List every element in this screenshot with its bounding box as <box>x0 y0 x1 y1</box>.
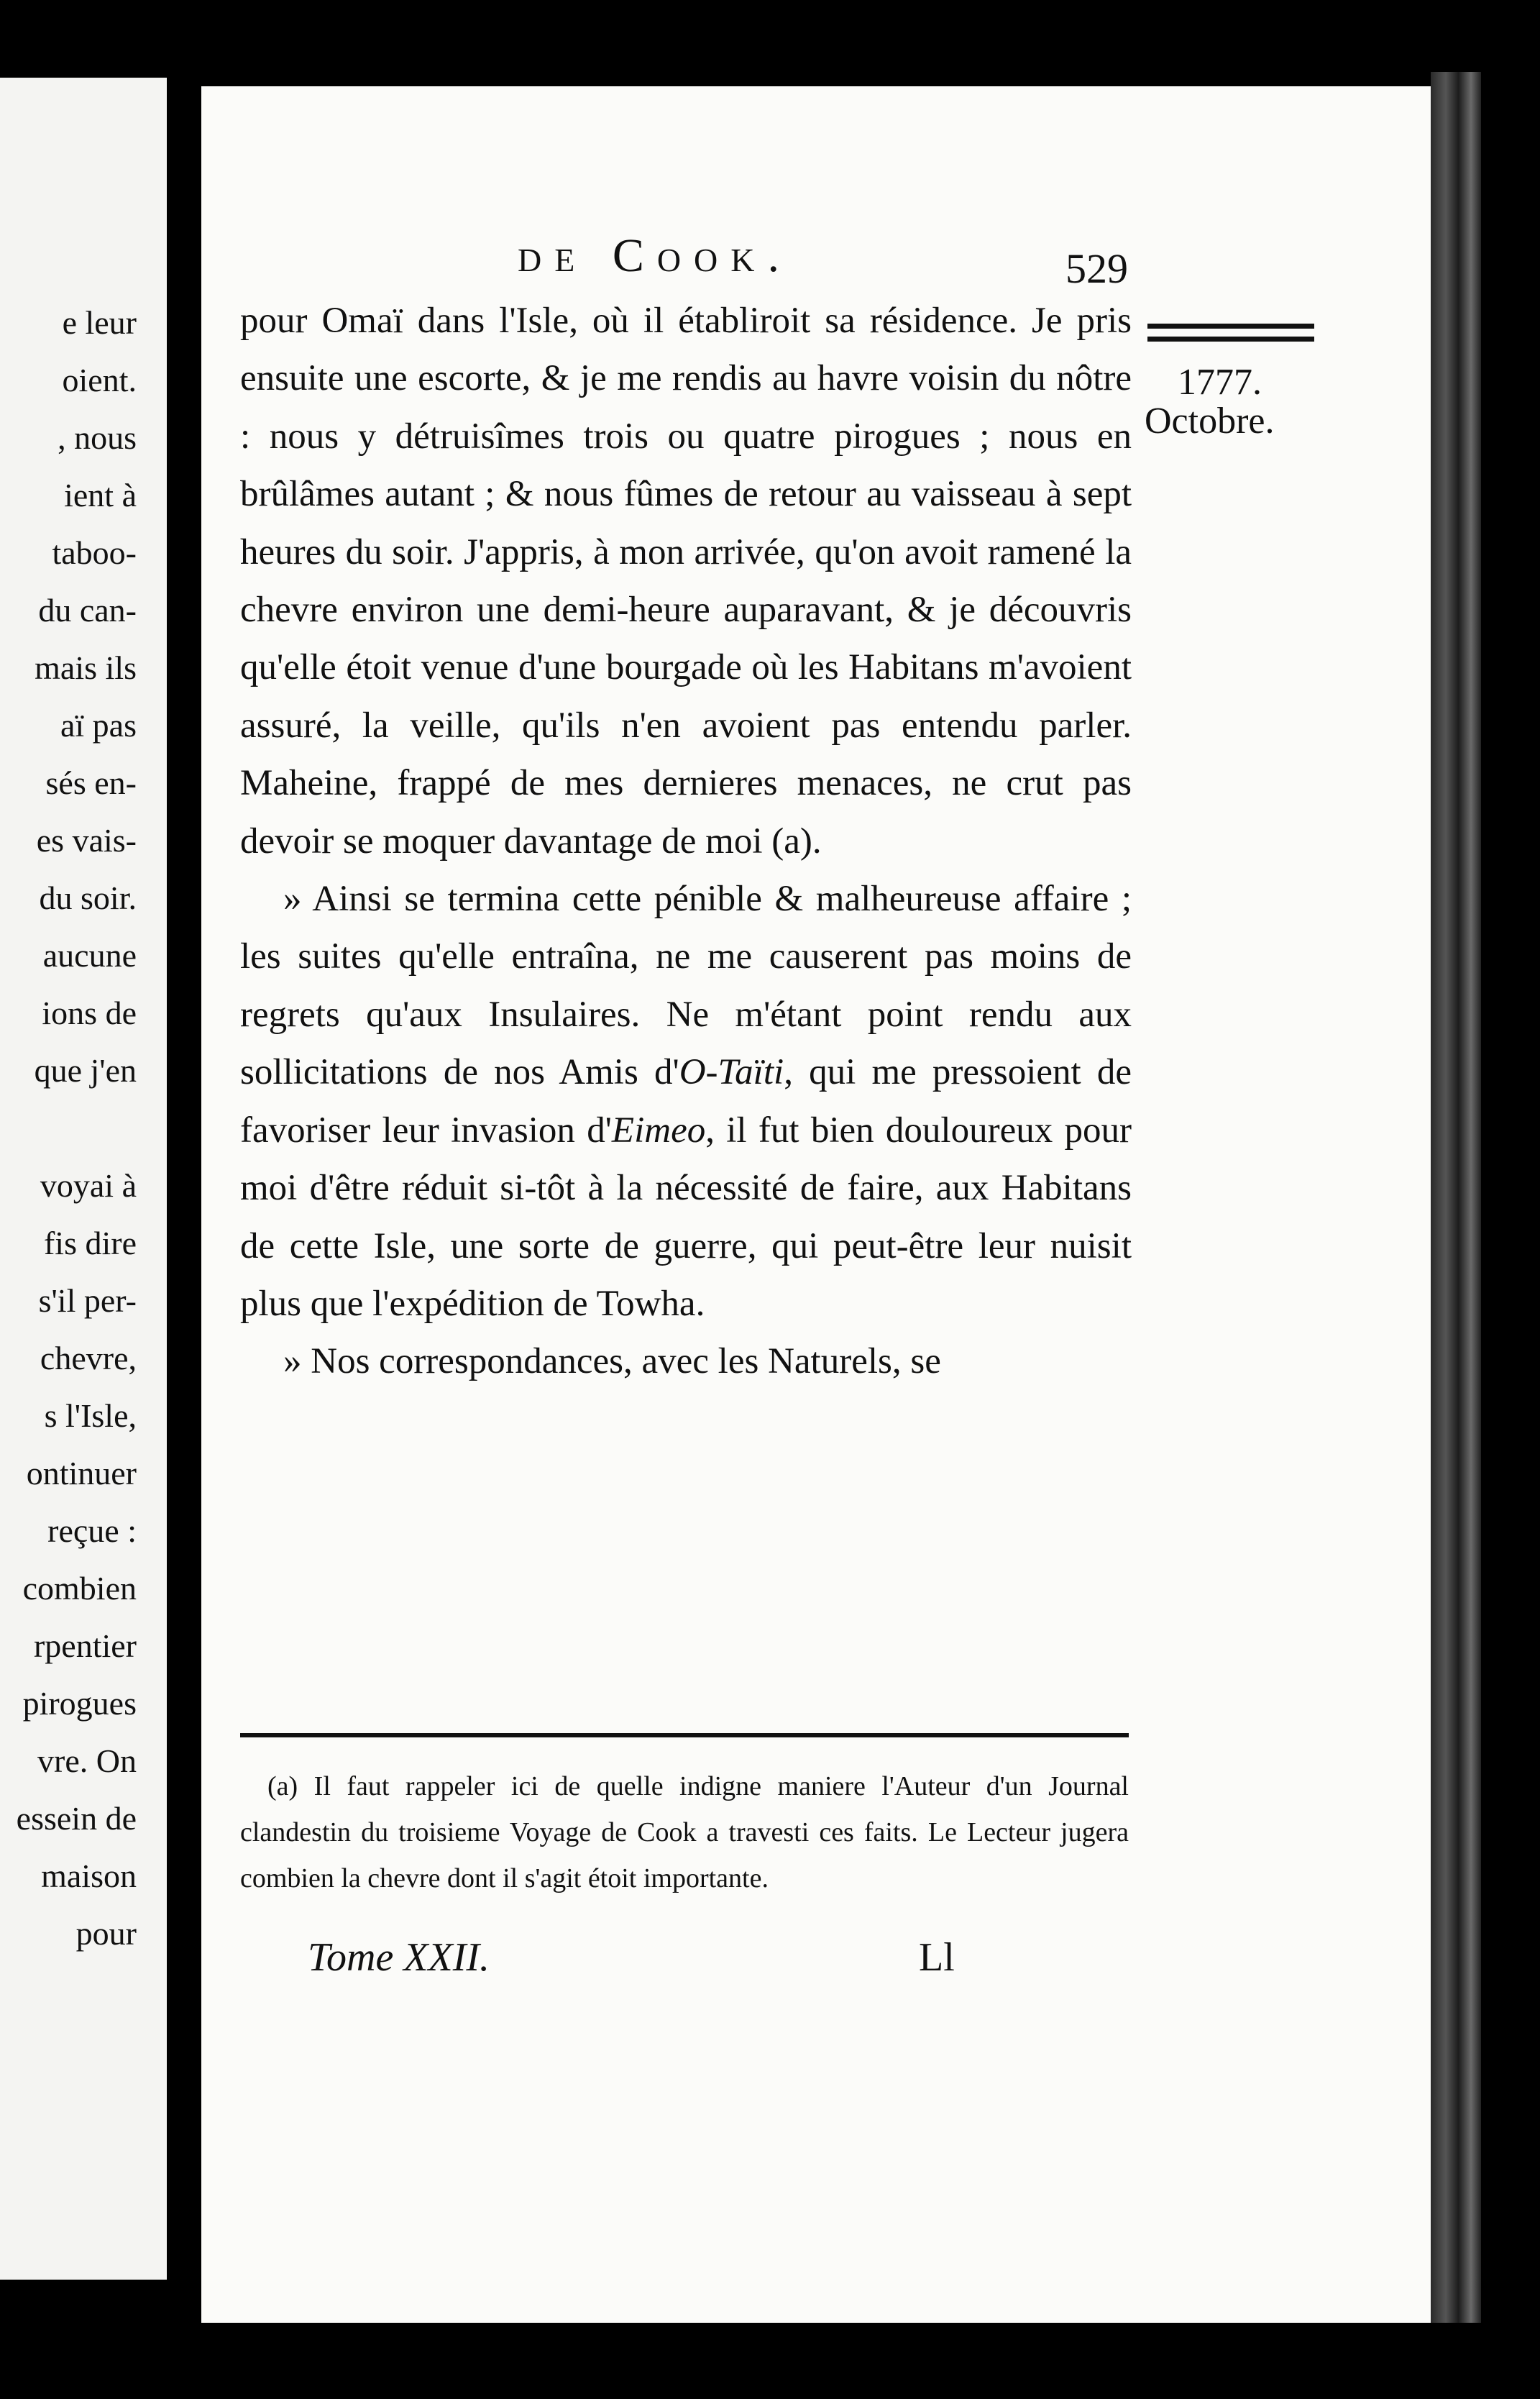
facing-page-line: du can- <box>38 592 137 629</box>
signature-mark: Ll <box>919 1935 955 1980</box>
facing-page-line: fis dire <box>43 1225 137 1261</box>
facing-page-left <box>0 78 167 2280</box>
footnote-text: (a) Il faut rappeler ici de quelle indigne maniere l'Auteur d'un Journal clandestin du troisieme Voyage de Cook a travesti ces faits. Le Lecteur jugera combien la chevre dont il s'agit étoit importante. <box>240 1771 1129 1893</box>
facing-page-line: taboo- <box>52 534 137 571</box>
facing-page-line: vre. On <box>37 1742 137 1779</box>
facing-page-line: chevre, <box>40 1340 137 1376</box>
footnote-rule <box>240 1733 1129 1737</box>
facing-page-line: s'il per- <box>38 1282 137 1319</box>
margin-note-year: 1777. <box>1178 362 1262 403</box>
facing-page-line: maison <box>41 1857 137 1894</box>
paragraph <box>240 292 1132 870</box>
facing-page-line: s l'Isle, <box>44 1397 137 1434</box>
scan-border-bottom <box>0 2323 1540 2399</box>
scan-border-top <box>0 0 1540 72</box>
facing-page-line: du soir. <box>39 879 137 916</box>
facing-page-line: aucune <box>42 937 137 974</box>
facing-page-line: ient à <box>64 477 137 513</box>
facing-page-line: que j'en <box>34 1052 137 1089</box>
signature-volume: Tome XXII. <box>308 1935 490 1980</box>
page-number: 529 <box>1065 245 1128 292</box>
paragraph-text: , il fut bien douloureux pour moi d'être réduit si-tôt à la nécessité de faire, aux Habitans de cette Isle, une sorte de guerre, qui peut-être leur nuisit plus que l'expédition de Towha. <box>240 1110 1132 1324</box>
margin-note-month: Octobre. <box>1145 401 1275 442</box>
page-edge <box>1431 72 1481 2323</box>
facing-page-line: ontinuer <box>26 1455 137 1491</box>
facing-page-line: oient. <box>62 362 137 398</box>
margin-rule <box>1147 337 1314 342</box>
footnote <box>240 1763 1129 1901</box>
paragraph <box>240 870 1132 1333</box>
margin-rule <box>1147 324 1314 329</box>
facing-page-line: , nous <box>58 419 137 456</box>
place-name: O-Taïti <box>679 1052 784 1093</box>
paragraph-text: » Ainsi se termina cette pénible & malheureuse affaire ; les suites qu'elle entraîna, ne me causerent pas moins de regrets qu'aux Insulaires. Ne m'étant point rendu aux sollicitations de nos Amis d' <box>240 879 1132 1093</box>
facing-page-line: mais ils <box>35 649 137 686</box>
facing-page-line: voyai à <box>40 1167 137 1204</box>
facing-page-line: essein de <box>16 1800 137 1837</box>
facing-page-line: pirogues <box>22 1685 137 1722</box>
place-name: Eimeo <box>611 1110 706 1151</box>
book-gutter <box>167 0 201 2399</box>
facing-page-line: rpentier <box>33 1627 137 1664</box>
facing-page-line: combien <box>22 1570 137 1607</box>
facing-page-line: pour <box>75 1915 137 1952</box>
body-text <box>240 292 1132 1391</box>
facing-page-line: ions de <box>42 995 137 1031</box>
paragraph-text: pour Omaï dans l'Isle, où il établiroit sa résidence. Je pris ensuite une escorte, & je me rendis au havre voisin du nôtre : nous y détruisîmes trois ou quatre pirogues ; nous en brûlâmes autant ; & nous fûmes de retour au vaisseau à sept heures du soir. J'appris, à mon arrivée, qu'on avoit ramené la chevre environ une demi-heure auparavant, & je découvris qu'elle étoit venue d'une bourgade où les Habitans m'avoient assuré, la veille, qu'ils n'en avoient pas entendu parler. Maheine, frappé de mes dernieres menaces, ne crut pas devoir se moquer davantage de moi <box>240 301 1132 862</box>
facing-page-line: aï pas <box>60 707 137 744</box>
paragraph-text: , qui me pressoient de favoriser leur invasion d' <box>240 1052 1132 1151</box>
paragraph: » Nos correspondances, avec les Naturels, se <box>283 1341 941 1382</box>
facing-page-line: e leur <box>62 304 137 341</box>
facing-page-line: reçue : <box>47 1512 137 1549</box>
facing-page-line: es vais- <box>36 822 137 859</box>
running-head: de Cook. <box>518 229 792 282</box>
facing-page-line: sés en- <box>45 764 137 801</box>
footnote-reference: (a). <box>771 821 822 862</box>
